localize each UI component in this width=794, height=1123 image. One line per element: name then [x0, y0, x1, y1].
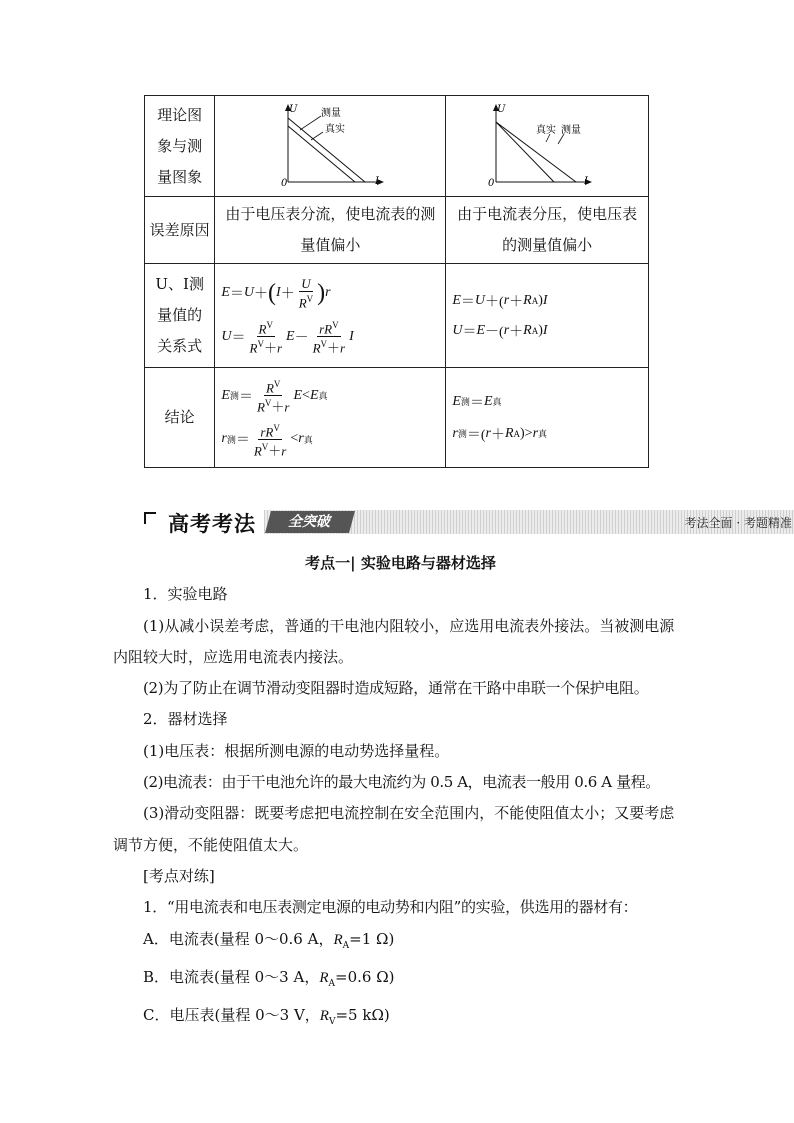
drill-label: [考点对练]: [143, 866, 215, 885]
label-measured-2: 测量: [561, 125, 582, 136]
label-measured: 测量: [321, 108, 342, 119]
row-label-graphs: 理论图象与测量图象: [145, 96, 215, 197]
option-c: C．电压表(量程 0～3 V，$R_V=5$ kΩ): [143, 1006, 390, 1028]
axis-u: U: [289, 104, 298, 115]
relation-external: E ＝ U ＋ ( I ＋ $\frac{U}{R^V}$ ) r U ＝ $\frac{R^V}{R^V+r}$ E － $\frac{rR^V}{R^V+r}$ I: [221, 275, 354, 356]
p1-2: (2)为了防止在调节滑动变阻器时造成短路，通常在干路中串联一个保护电阻。: [143, 679, 649, 698]
axis-i: I: [375, 176, 380, 187]
origin-2: 0: [488, 178, 495, 189]
error-reason-internal: 由于电流表分压，使电压表的测量值偏小: [457, 205, 638, 254]
row-label-relation: U、I测量值的关系式: [145, 264, 215, 368]
error-reason-external: 由于电压表分流，使电流表的测量值偏小: [225, 205, 436, 254]
label-true: 真实: [325, 124, 346, 135]
question-1: 1．“用电流表和电压表测定电源的电动势和内阻”的实验，供选用的器材有：: [143, 898, 638, 917]
section-banner: [144, 508, 794, 536]
conclusion-internal: E 测 ＝ E 真 r 测 ＝( r ＋ R A )> r 真: [452, 393, 548, 443]
p1-1: (1)从减小误差考虑，普通的干电池内阻较小，应选用电流表外接法。当被测电源内阻较大时，应选用电流表内接法。: [113, 616, 675, 666]
p2-2: (2)电流表：由于干电池允许的最大电流约为 0.5 A，电流表一般用 0.6 A 量程。: [143, 773, 660, 792]
p1-head: 1．实验电路: [143, 585, 228, 604]
row-label-conclusion: 结论: [145, 368, 215, 468]
relation-internal: E ＝ U ＋( r ＋ R A ) I U ＝ E －( r ＋ R A ) I: [452, 292, 548, 340]
row-label-error: 误差原因: [145, 197, 215, 264]
origin: 0: [281, 178, 288, 189]
p2-1: (1)电压表：根据所测电源的电动势选择量程。: [143, 741, 450, 760]
banner-title: 高考考法: [168, 512, 256, 536]
axis-i-2: I: [584, 176, 589, 187]
ui-graph-internal: [446, 96, 634, 192]
option-b: B．电流表(量程 0～3 A，$R_A=0.6$ Ω): [143, 967, 395, 989]
p2-head: 2．器材选择: [143, 710, 228, 729]
graph-cell-internal: [446, 96, 649, 197]
label-true-2: 真实: [536, 125, 557, 136]
graph-cell-external: [215, 96, 446, 197]
banner-right: 考法全面 · 考题精准: [684, 516, 792, 530]
axis-u-2: U: [497, 104, 506, 115]
option-a: A．电流表(量程 0～0.6 A，$R_A=1$ Ω): [143, 929, 395, 951]
ui-graph-external: [215, 96, 445, 192]
corner-mark-icon: [144, 512, 156, 524]
banner-tag: 全突破: [265, 511, 355, 533]
p2-3: (3)滑动变阻器：既要考虑把电流控制在安全范围内，不能使阻值太小；又要考虑调节方便，不能使阻值太大。: [113, 804, 675, 854]
body-text: [113, 548, 688, 1038]
section-title: 考点一| 实验电路与器材选择: [305, 554, 496, 572]
conclusion-external: E 测 ＝ $\frac{R^V}{R^V+r}$ E < E 真 r 测 ＝ $\frac{rR^V}{R^V+r}$ < r 真: [221, 378, 328, 459]
comparison-table: [144, 95, 649, 468]
